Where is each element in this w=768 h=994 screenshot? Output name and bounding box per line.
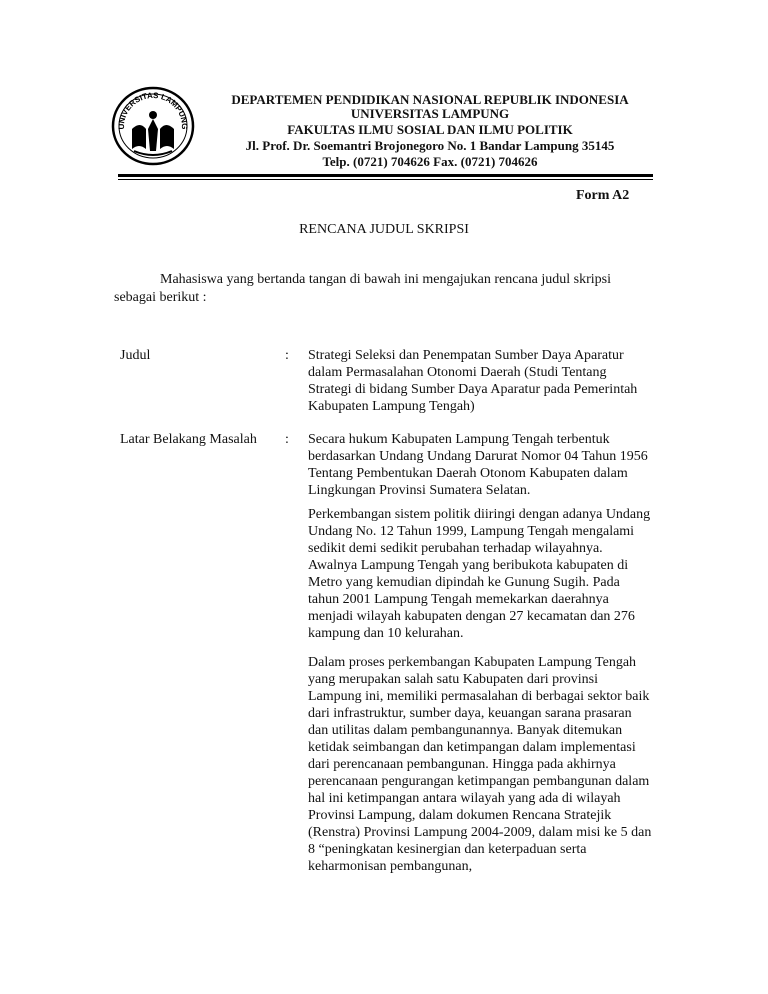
latar-value-3 <box>308 654 653 875</box>
letterhead-phone: Telp. (0721) 704626 Fax. (0721) 704626 <box>322 154 538 169</box>
intro-text: Mahasiswa yang bertanda tangan di bawah ini mengajukan rencana judul skripsi sebagai berikut : <box>114 272 611 305</box>
letterhead-address: Jl. Prof. Dr. Soemantri Brojonegoro No. 1 Bandar Lampung 35145 <box>245 138 615 153</box>
latar-paragraph-1: Secara hukum Kabupaten Lampung Tengah terbentuk berdasarkan Undang Undang Darurat Nomor 04 Tahun 1956 Tentang Pembentukan Daerah Otonom Kabupaten dalam Lingkungan Provinsi Sumatera Selatan. <box>308 432 648 498</box>
form-code: Form A2 <box>576 188 630 203</box>
latar-label: Latar Belakang Masalah <box>120 432 257 447</box>
judul-colon: : <box>285 348 289 363</box>
letterhead-university: UNIVERSITAS LAMPUNG <box>350 106 510 121</box>
judul-value <box>308 347 653 415</box>
letterhead-faculty: FAKULTAS ILMU SOSIAL DAN ILMU POLITIK <box>287 122 573 137</box>
judul-text: Strategi Seleksi dan Penempatan Sumber Daya Aparatur dalam Permasalahan Otonomi Daerah (Studi Tentang Strategi di bidang Sumber Daya Aparatur pada Pemerintah Kabupaten Lampung Tengah) <box>308 348 638 414</box>
latar-paragraph-3: Dalam proses perkembangan Kabupaten Lampung Tengah yang merupakan salah satu Kabupaten dari provinsi Lampung ini, memiliki permasalahan di berbagai sektor baik dari infrastruktur, sumber daya, keuangan sarana prasaran dan utilitas dalam pembangunannya. Banyak ditemukan ketidak seimbangan dan ketimpangan dalam implementasi dari perencanaan pembangunan. Hingga pada akhirnya perencanaan pengurangan ketimpangan pembangunan dalam hal ini ketimpangan antara wilayah yang ada di wilayah Provinsi Lampung, dalam dokumen Rencana Stratejik (Renstra) Provinsi Lampung 2004-2009, dalam misi ke 5 dan 8 “peningkatan kesinergian dan keterpaduan serta keharmonisan pembangunan, <box>308 655 652 874</box>
letterhead-ministry: DEPARTEMEN PENDIDIKAN NASIONAL REPUBLIK INDONESIA <box>231 92 629 107</box>
document-title: RENCANA JUDUL SKRIPSI <box>299 222 469 237</box>
letterhead-divider-thin <box>118 179 653 180</box>
letterhead-divider-thick <box>118 174 653 177</box>
judul-label: Judul <box>120 348 151 363</box>
logo-text: UNIVERSITAS LAMPUNG <box>116 90 190 130</box>
latar-colon: : <box>285 432 289 447</box>
latar-paragraph-2: Perkembangan sistem politik diiringi dengan adanya Undang Undang No. 12 Tahun 1999, Lampung Tengah mengalami sedikit demi sedikit perubahan terhadap wilayahnya. Awalnya Lampung Tengah yang beribukota kabupaten di Metro yang kemudian dipindah ke Gunung Sugih. Pada tahun 2001 Lampung Tengah memekarkan daerahnya menjadi wilayah kabupaten dengan 27 kecamatan dan 276 kampung dan 10 kelurahan. <box>308 507 651 641</box>
latar-value <box>308 431 653 499</box>
university-logo <box>110 85 196 167</box>
latar-value-2 <box>308 506 653 642</box>
intro-paragraph <box>114 271 649 307</box>
